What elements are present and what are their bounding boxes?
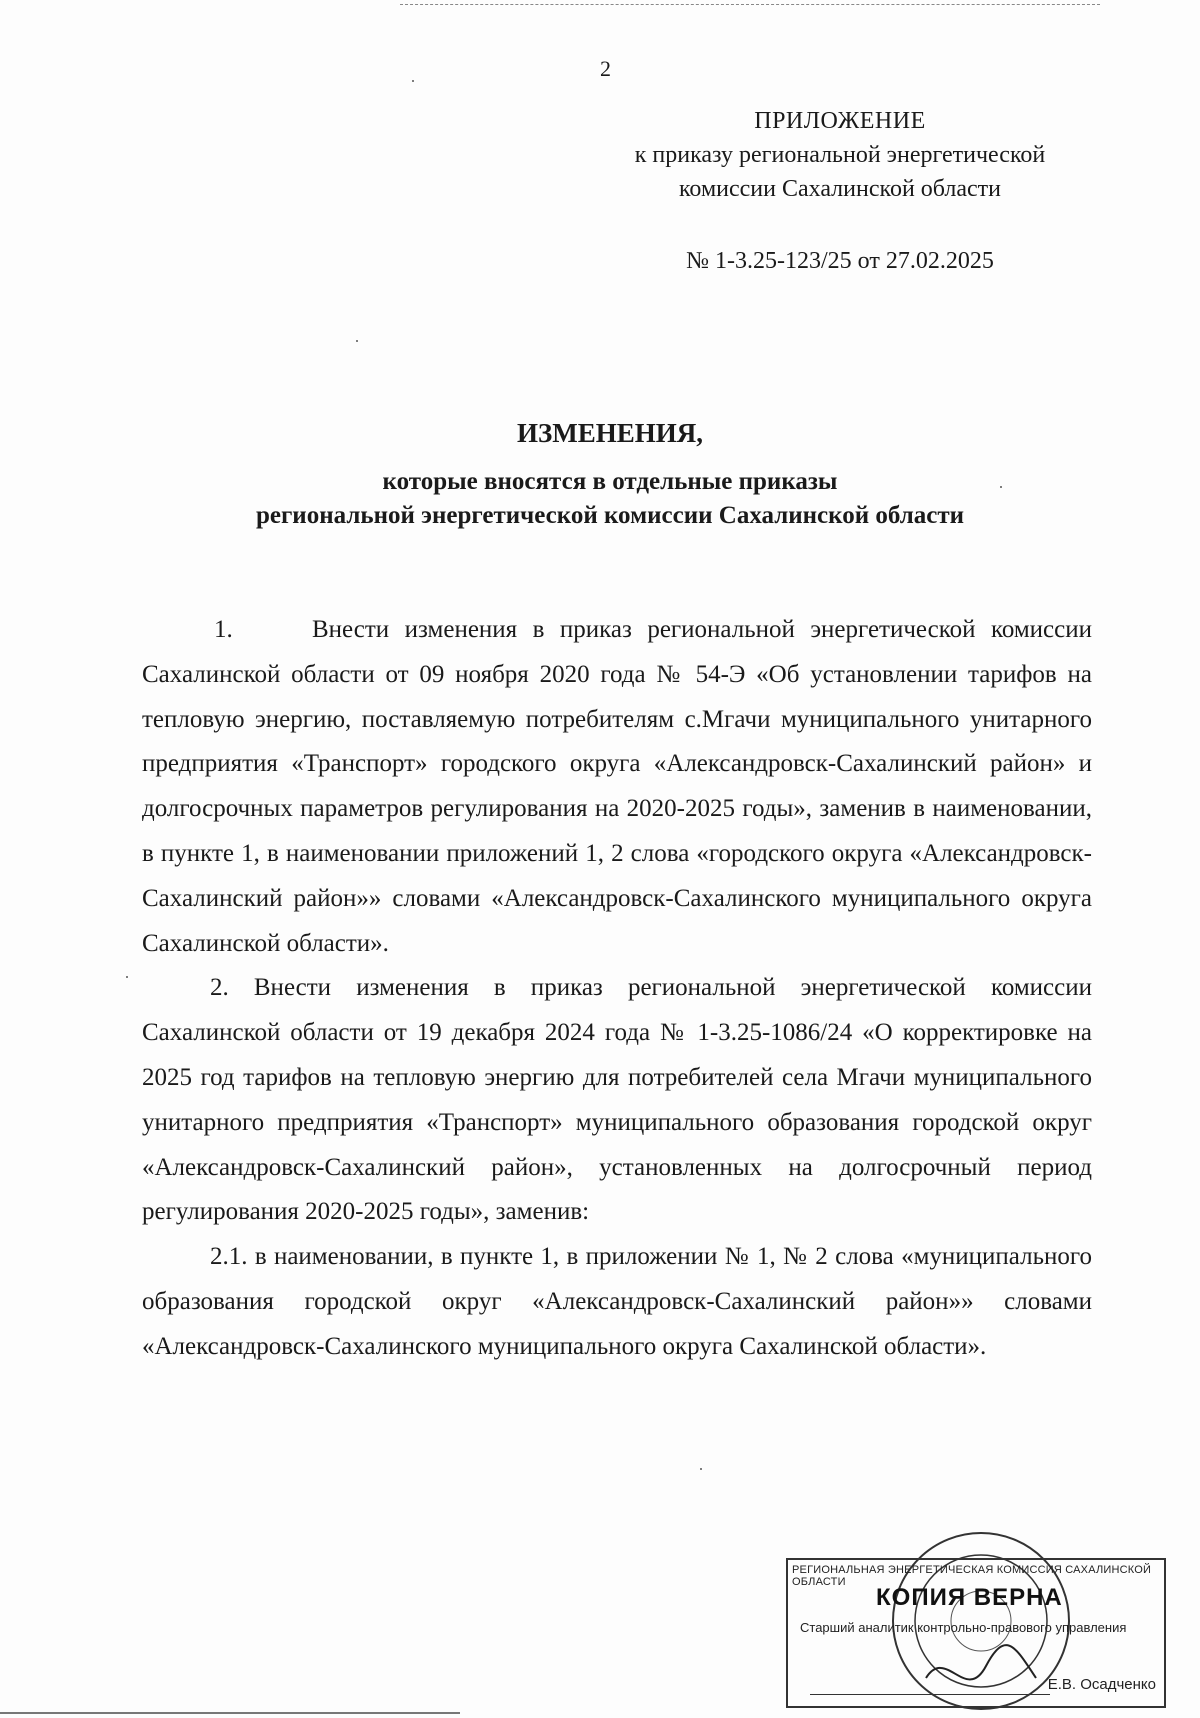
paragraph-1-text: Внести изменения в приказ региональной энергетической комиссии Сахалинской области от 09 ноября 2020 года № 54-Э «Об установлении тарифов на тепловую энергию, поставляемую потребителям с.Мгачи муниципального унитарного предприятия «Транспорт» городского округа «Александровск-Сахалинский район» и долгосрочных параметров регулирования на 2020-2025 годы», заменив в наименовании, в пункте 1, в наименовании приложений 1, 2 слова «городского округа «Александровск-Сахалинский район»» словами «Александровск-Сахалинского муниципального округа Сахалинской области». [142, 616, 1092, 957]
stamp-organization: РЕГИОНАЛЬНАЯ ЭНЕРГЕТИЧЕСКАЯ КОМИССИЯ САХАЛИНСКОЙ ОБЛАСТИ [792, 1564, 1152, 1588]
scan-speck [356, 340, 358, 342]
certification-stamp [786, 1528, 1166, 1714]
page-number: 2 [600, 56, 611, 81]
scan-speck [126, 976, 128, 978]
paragraph-1-number: 1. [214, 616, 233, 643]
paragraph-2-1: 2.1. в наименовании, в пункте 1, в приложении № 1, № 2 слова «муниципального образования городской округ «Александровск-Сахалинский район»» словами «Александровск-Сахалинского муниципального округа Сахалинской области». [142, 1243, 1092, 1360]
signature-line [810, 1694, 1050, 1695]
appendix-title: ПРИЛОЖЕНИЕ [754, 108, 926, 134]
scan-edge-top [400, 4, 1100, 5]
paragraph-1 [142, 608, 1092, 966]
scan-speck [700, 1468, 702, 1470]
scan-edge-bottom [0, 1712, 460, 1714]
stamp-position: Старший аналитик контрольно-правового управления [800, 1620, 1127, 1635]
document-body [142, 608, 1092, 1370]
appendix-line-2: комиссии Сахалинской области [678, 176, 1002, 202]
document-subtitle-2: региональной энергетической комиссии Сахалинской области [255, 502, 965, 529]
document-subtitle-1: которые вносятся в отдельные приказы [382, 468, 838, 495]
scan-speck [1000, 486, 1002, 488]
document-title: ИЗМЕНЕНИЯ, [516, 418, 703, 448]
appendix-line-1: к приказу региональной энергетической [634, 142, 1046, 168]
scan-speck [412, 80, 414, 82]
order-number: № 1-3.25-123/25 от 27.02.2025 [686, 248, 994, 274]
paragraph-2: 2. Внести изменения в приказ региональной энергетической комиссии Сахалинской области от 19 декабря 2024 года № 1-3.25-1086/24 «О корректировке на 2025 год тарифов на тепловую энергию для потребителей села Мгачи муниципального унитарного предприятия «Транспорт» муниципального образования городской округ «Александровск-Сахалинский район», установленных на долгосрочный период регулирования 2020-2025 годы», заменив: [142, 974, 1092, 1226]
stamp-signatory: Е.В. Осадченко [1047, 1676, 1156, 1693]
stamp-label: КОПИЯ ВЕРНА [876, 1584, 1063, 1611]
